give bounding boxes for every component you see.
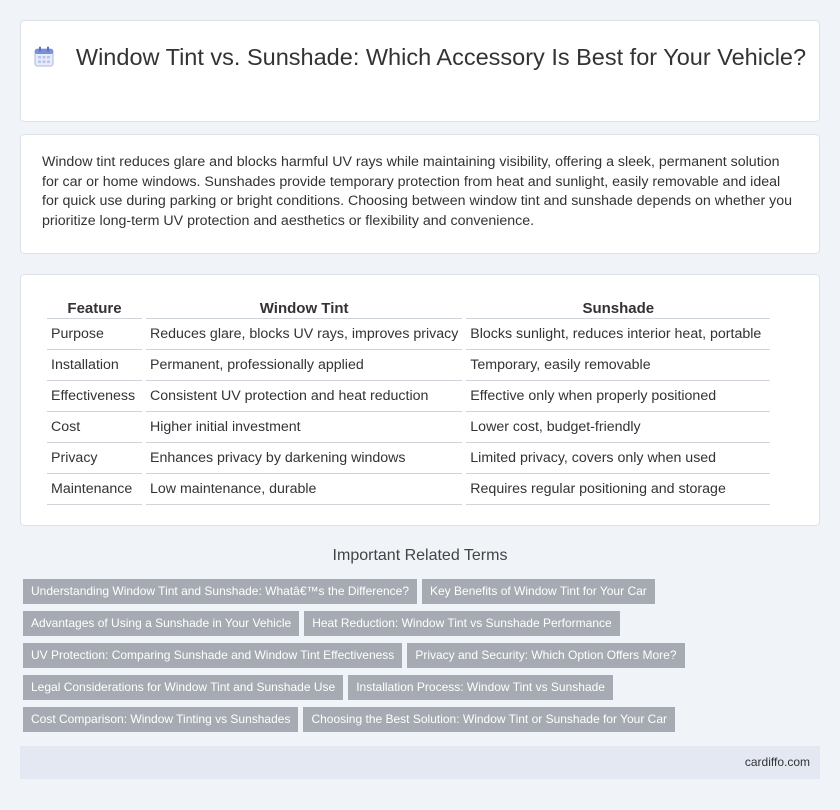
related-term-tag[interactable]: Advantages of Using a Sunshade in Your Vehicle [23,611,299,636]
intro-paragraph: Window tint reduces glare and blocks harmful UV rays while maintaining visibility, offering a sleek, permanent solution for car or home windows. Sunshades provide temporary protection from heat and sunlight, easily removable and ideal for quick use during parking or bright conditions. Choosing between window tint and sunshade depends on whether you prioritize long-term UV protection and aesthetics or flexibility and convenience. [42,154,793,229]
cell-window-tint: Consistent UV protection and heat reduction [146,381,462,412]
related-term-tag[interactable]: Understanding Window Tint and Sunshade: Whatâ€™s the Difference? [23,579,417,604]
cell-window-tint: Low maintenance, durable [146,474,462,505]
cell-sunshade: Lower cost, budget-friendly [466,412,770,443]
tag-row [23,707,823,739]
header-window-tint: Window Tint [146,295,462,319]
footer-bar [20,746,820,779]
cell-sunshade: Requires regular positioning and storage [466,474,770,505]
tag-row [23,643,823,675]
header-card [20,20,820,122]
table-row [47,412,770,443]
tag-row [23,611,823,643]
cell-sunshade: Effective only when properly positioned [466,381,770,412]
cell-sunshade: Blocks sunlight, reduces interior heat, portable [466,319,770,350]
cell-feature: Privacy [47,443,142,474]
related-term-tag[interactable]: Choosing the Best Solution: Window Tint or Sunshade for Your Car [303,707,675,732]
footer-site-link[interactable]: cardiffo.com [744,755,810,769]
table-row [47,319,770,350]
related-terms-title: Important Related Terms [332,547,508,564]
related-terms-tags [23,579,823,739]
related-term-tag[interactable]: UV Protection: Comparing Sunshade and Window Tint Effectiveness [23,643,402,668]
table-row [47,381,770,412]
related-term-tag[interactable]: Cost Comparison: Window Tinting vs Sunshades [23,707,298,732]
tag-row [23,579,823,611]
related-term-tag[interactable]: Legal Considerations for Window Tint and Sunshade Use [23,675,343,700]
page-title-row [21,43,819,72]
related-term-tag[interactable]: Heat Reduction: Window Tint vs Sunshade Performance [304,611,619,636]
related-term-tag[interactable]: Key Benefits of Window Tint for Your Car [422,579,655,604]
cell-window-tint: Enhances privacy by darkening windows [146,443,462,474]
cell-feature: Cost [47,412,142,443]
header-sunshade: Sunshade [466,295,770,319]
related-term-tag[interactable]: Privacy and Security: Which Option Offers More? [407,643,684,668]
related-term-tag[interactable]: Installation Process: Window Tint vs Sunshade [348,675,613,700]
intro-card [20,134,820,254]
comparison-table-card [20,274,820,526]
cell-window-tint: Permanent, professionally applied [146,350,462,381]
cell-sunshade: Temporary, easily removable [466,350,770,381]
cell-window-tint: Higher initial investment [146,412,462,443]
table-row [47,350,770,381]
cell-feature: Maintenance [47,474,142,505]
calendar-icon [34,46,54,67]
comparison-table [43,295,774,505]
table-header-row [47,295,770,319]
table-row [47,443,770,474]
table-row [47,474,770,505]
cell-sunshade: Limited privacy, covers only when used [466,443,770,474]
header-feature: Feature [47,295,142,319]
cell-feature: Purpose [47,319,142,350]
cell-feature: Effectiveness [47,381,142,412]
page-title: Window Tint vs. Sunshade: Which Accessory Is Best for Your Vehicle? [75,44,807,70]
cell-window-tint: Reduces glare, blocks UV rays, improves privacy [146,319,462,350]
tag-row [23,675,823,707]
cell-feature: Installation [47,350,142,381]
